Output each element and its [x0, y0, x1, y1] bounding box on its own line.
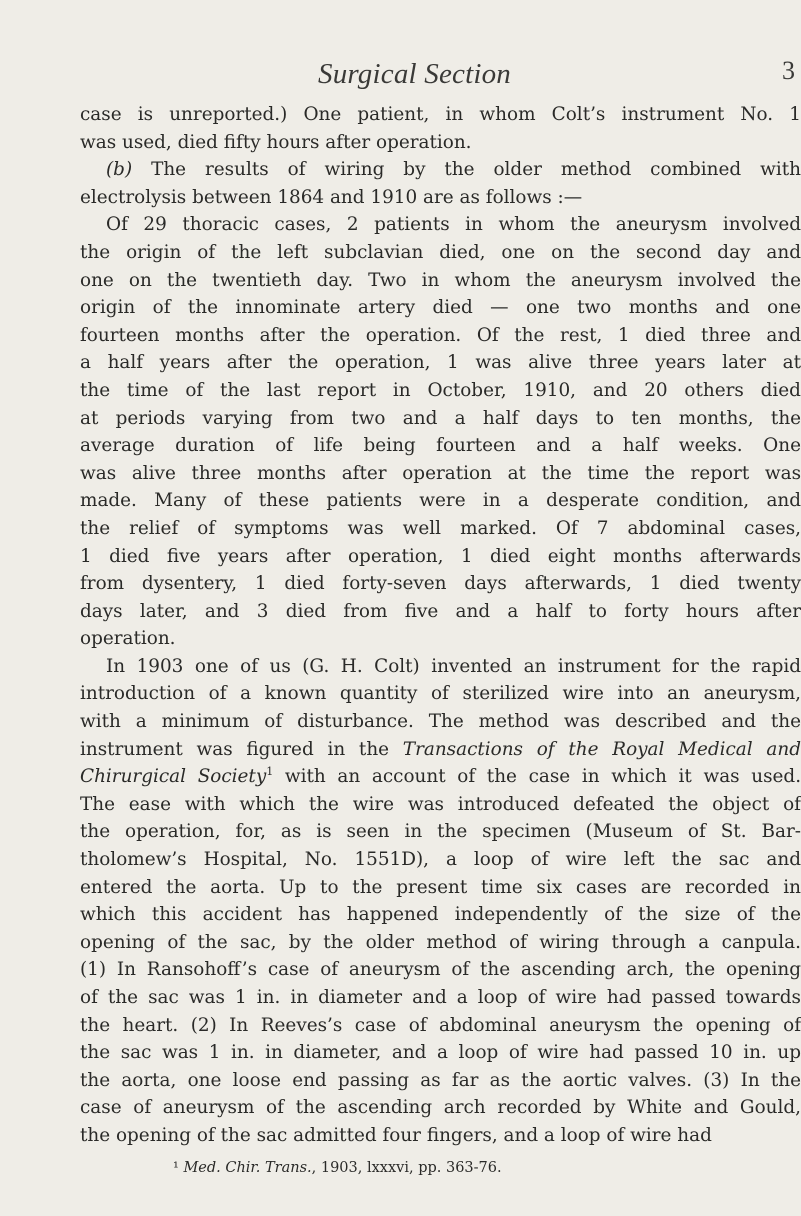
text-segment: The ease with which the wire was introduced defeated the object of [80, 793, 801, 815]
text-segment: origin of the innominate artery died — one two months and one [80, 297, 801, 319]
italic-text: (b) [106, 159, 133, 181]
text-segment: the aorta, one loose end passing as far as the aortic valves. (3) In the [80, 1069, 801, 1091]
text-line [80, 1122, 801, 1150]
text-segment: was used, died fifty hours after operation. [80, 131, 472, 153]
text-segment: case is unreported.) One patient, in whom Colt’s instrument No. 1 [80, 104, 801, 125]
text-line [80, 598, 801, 626]
italic-text: Transactions of the Royal Medical and [402, 738, 801, 760]
text-line [80, 543, 801, 571]
footnote-citation: , 1903, lxxxvi, pp. 363-76. [311, 1160, 502, 1176]
text-line [80, 1094, 801, 1122]
text-segment: at periods varying from two and a half days to ten months, the [80, 407, 801, 429]
text-segment: the origin of the left subclavian died, one on the second day and [80, 241, 801, 263]
text-line [80, 680, 801, 708]
text-line [80, 184, 801, 212]
text-line [80, 901, 801, 929]
text-segment: the operation, for, as is seen in the specimen (Museum of St. Bar- [80, 821, 801, 843]
text-line [80, 874, 801, 902]
text-segment: was alive three months after operation at the time the report was [80, 462, 801, 484]
text-line [80, 763, 801, 791]
text-line [80, 791, 801, 819]
text-segment: the sac was 1 in. in diameter, and a loop of wire had passed 10 in. up [80, 1042, 801, 1064]
text-segment: with an account of the case in which it was used. [273, 766, 801, 788]
text-segment: Of 29 thoracic cases, 2 patients in whom the aneurysm involved [106, 214, 801, 236]
text-segment: days later, and 3 died from five and a half to forty hours after [80, 600, 801, 622]
text-segment: case of aneurysm of the ascending arch recorded by White and Gould, [80, 1097, 801, 1119]
text-line [80, 322, 801, 350]
running-head: Surgical Section [318, 58, 512, 90]
text-line [80, 956, 801, 984]
text-segment: (1) In Ransohoff’s case of aneurysm of the ascending arch, the opening [80, 959, 801, 981]
text-line [80, 1067, 801, 1095]
text-segment: made. Many of these patients were in a desperate condition, and [80, 490, 801, 512]
text-line [80, 515, 801, 543]
text-line [80, 736, 801, 764]
text-segment: introduction of a known quantity of sterilized wire into an aneurysm, [80, 683, 801, 705]
text-segment: The results of wiring by the older method combined with [132, 159, 801, 181]
text-segment: entered the aorta. Up to the present time six cases are recorded in [80, 876, 801, 898]
text-segment: the time of the last report in October, 1910, and 20 others died [80, 379, 801, 401]
text-line [80, 129, 801, 157]
text-line [80, 101, 801, 129]
text-segment: opening of the sac, by the older method of wiring through a canpula. [80, 931, 801, 953]
text-line [80, 432, 801, 460]
text-segment: of the sac was 1 in. in diameter and a loop of wire had passed towards [80, 987, 801, 1008]
text-line [80, 625, 801, 653]
text-line [80, 570, 801, 598]
text-line [80, 487, 801, 515]
text-line [80, 653, 801, 681]
text-line [80, 818, 801, 846]
text-segment: from dysentery, 1 died forty-seven days afterwards, 1 died twenty [80, 573, 801, 595]
text-line [80, 846, 801, 874]
text-segment: fourteen months after the operation. Of the rest, 1 died three and [80, 324, 801, 346]
text-segment: 1 died five years after operation, 1 died eight months afterwards [80, 545, 801, 567]
body-text [80, 101, 801, 1150]
text-line [80, 1012, 801, 1040]
text-line [80, 405, 801, 433]
text-segment: average duration of life being fourteen and a half weeks. One [80, 435, 801, 457]
text-segment: the opening of the sac admitted four fingers, and a loop of wire had [80, 1124, 712, 1146]
text-segment: In 1903 one of us (G. H. Colt) invented an instrument for the rapid [106, 655, 801, 677]
text-segment: which this accident has happened independently of the size of the [80, 904, 801, 926]
text-line [80, 239, 801, 267]
text-line [80, 267, 801, 295]
footnote-reference: 1 [266, 765, 274, 779]
text-line [80, 929, 801, 957]
text-line [80, 349, 801, 377]
text-line [80, 211, 801, 239]
text-segment: a half years after the operation, 1 was alive three years later at [80, 352, 801, 374]
text-segment: the relief of symptoms was well marked. Of 7 abdominal cases, [80, 517, 801, 539]
text-line [80, 984, 801, 1012]
footnote-marker: ¹ [173, 1160, 179, 1176]
text-segment: electrolysis between 1864 and 1910 are as follows :— [80, 186, 583, 208]
footnote-journal: Med. Chir. Trans. [183, 1160, 312, 1176]
text-segment: with a minimum of disturbance. The method was described and the [80, 711, 801, 733]
text-line [80, 377, 801, 405]
text-line [80, 1039, 801, 1067]
page-number: 3 [782, 56, 795, 85]
footnote [173, 1160, 502, 1176]
text-line [80, 156, 801, 184]
text-line [80, 708, 801, 736]
text-line [80, 460, 801, 488]
text-segment: one on the twentieth day. Two in whom the aneurysm involved the [80, 269, 801, 291]
text-segment: instrument was figured in the [80, 738, 403, 760]
text-segment: operation. [80, 628, 176, 650]
text-segment: the heart. (2) In Reeves’s case of abdominal aneurysm the opening of [80, 1014, 801, 1036]
text-segment: tholomew’s Hospital, No. 1551D), a loop of wire left the sac and [80, 849, 801, 871]
text-line [80, 294, 801, 322]
italic-text: Chirurgical Society [80, 766, 267, 788]
